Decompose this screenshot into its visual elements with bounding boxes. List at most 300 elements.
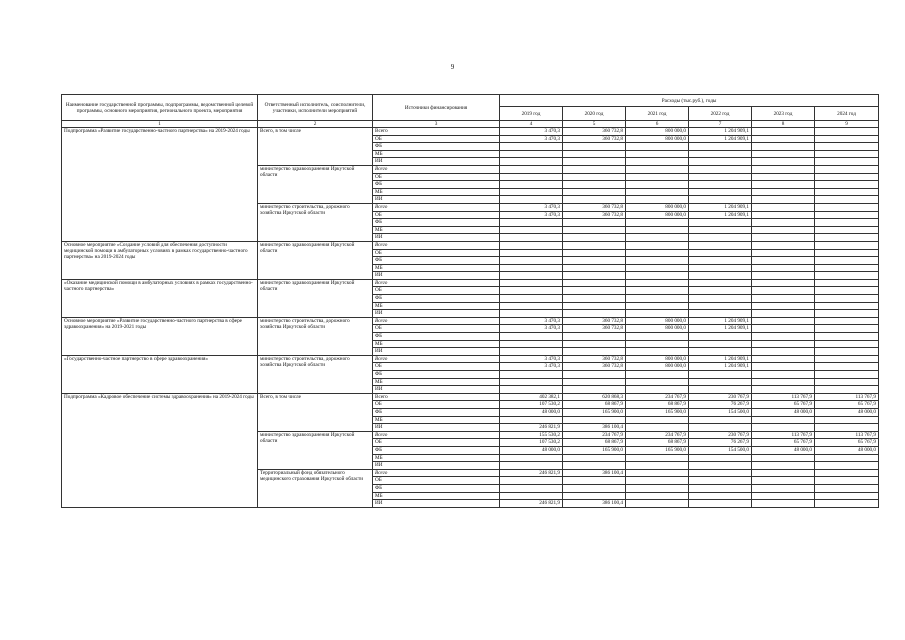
program-name: «Оказание медицинской помощи в амбулаторных условиях в рамках государственно-частного партнерства»: [62, 279, 258, 317]
amount-cell: [689, 287, 752, 295]
amount-cell: [689, 219, 752, 227]
amount-cell: [500, 287, 563, 295]
amount-cell: [563, 386, 626, 394]
amount-cell: 620 868,3: [563, 393, 626, 401]
amount-cell: [500, 477, 563, 485]
amount-cell: 800 000,0: [626, 135, 689, 143]
executor-name: министерство здравоохранения Иркутской области: [258, 431, 373, 469]
amount-cell: [563, 340, 626, 348]
amount-cell: [626, 165, 689, 173]
amount-cell: [500, 234, 563, 242]
amount-cell: 234 767,9: [626, 431, 689, 439]
column-number: 4: [500, 121, 563, 128]
amount-cell: 113 767,9: [752, 431, 815, 439]
amount-cell: [815, 158, 879, 166]
amount-cell: [626, 241, 689, 249]
amount-cell: [752, 416, 815, 424]
amount-cell: [500, 226, 563, 234]
funding-source: ФБ: [373, 219, 500, 227]
header-source: Источники финансирования: [373, 95, 500, 121]
funding-source: ИИ: [373, 500, 500, 508]
amount-cell: 800 000,0: [626, 317, 689, 325]
amount-cell: [752, 150, 815, 158]
amount-cell: 48 000,0: [752, 408, 815, 416]
amount-cell: [689, 500, 752, 508]
amount-cell: [626, 272, 689, 280]
amount-cell: [500, 158, 563, 166]
funding-source: ФБ: [373, 257, 500, 265]
amount-cell: [563, 249, 626, 257]
amount-cell: [500, 165, 563, 173]
funding-source: МБ: [373, 150, 500, 158]
table-row: [62, 393, 879, 401]
amount-cell: [752, 249, 815, 257]
amount-cell: [500, 241, 563, 249]
amount-cell: 800 000,0: [626, 128, 689, 136]
amount-cell: 48 000,0: [815, 446, 879, 454]
amount-cell: [815, 484, 879, 492]
funding-source: ФБ: [373, 333, 500, 341]
amount-cell: [752, 363, 815, 371]
amount-cell: [815, 135, 879, 143]
amount-cell: [752, 234, 815, 242]
header-year: 2022 год: [689, 107, 752, 121]
amount-cell: 1 204 909,1: [689, 135, 752, 143]
amount-cell: [500, 295, 563, 303]
amount-cell: [752, 188, 815, 196]
amount-cell: [563, 484, 626, 492]
program-name: Основное мероприятие «Создание условий для обеспечения доступности медицинской помощи в амбулаторных условиях в рамках государственно-частного партнерства» на 2019-2024 годы: [62, 241, 258, 279]
funding-source: ФБ: [373, 371, 500, 379]
amount-cell: 113 767,9: [752, 393, 815, 401]
amount-cell: [500, 173, 563, 181]
amount-cell: [563, 462, 626, 470]
amount-cell: 48 000,0: [815, 408, 879, 416]
funding-source: ИИ: [373, 158, 500, 166]
funding-source: ОБ: [373, 173, 500, 181]
amount-cell: 800 000,0: [626, 363, 689, 371]
amount-cell: 165 900,0: [563, 446, 626, 454]
amount-cell: [500, 219, 563, 227]
amount-cell: 402 382,1: [500, 393, 563, 401]
amount-cell: [752, 371, 815, 379]
amount-cell: 1 204 909,1: [689, 325, 752, 333]
amount-cell: [752, 348, 815, 356]
amount-cell: 1 204 909,1: [689, 203, 752, 211]
amount-cell: [626, 477, 689, 485]
amount-cell: 1 204 909,1: [689, 355, 752, 363]
funding-source: ОБ: [373, 325, 500, 333]
amount-cell: [815, 462, 879, 470]
amount-cell: [752, 454, 815, 462]
amount-cell: [626, 158, 689, 166]
amount-cell: 234 767,9: [563, 431, 626, 439]
amount-cell: [626, 219, 689, 227]
amount-cell: [563, 454, 626, 462]
amount-cell: [752, 333, 815, 341]
amount-cell: 234 767,9: [626, 393, 689, 401]
amount-cell: [626, 150, 689, 158]
amount-cell: [689, 173, 752, 181]
amount-cell: 3 470,3: [500, 363, 563, 371]
amount-cell: [500, 416, 563, 424]
amount-cell: [815, 302, 879, 310]
funding-source: ИИ: [373, 310, 500, 318]
amount-cell: [689, 249, 752, 257]
budget-table-body: [62, 128, 879, 508]
amount-cell: 3 470,3: [500, 325, 563, 333]
amount-cell: [815, 249, 879, 257]
table-row: [62, 355, 879, 363]
amount-cell: [689, 302, 752, 310]
header-expenses: Расходы (тыс.руб.), годы: [500, 95, 879, 107]
amount-cell: 76 267,9: [689, 401, 752, 409]
amount-cell: [752, 211, 815, 219]
amount-cell: 68 867,9: [626, 401, 689, 409]
amount-cell: 360 732,8: [563, 203, 626, 211]
amount-cell: [689, 333, 752, 341]
header-year: 2024 год: [815, 107, 879, 121]
funding-source: ИИ: [373, 272, 500, 280]
amount-cell: [689, 257, 752, 265]
amount-cell: [752, 492, 815, 500]
amount-cell: [752, 469, 815, 477]
amount-cell: [815, 143, 879, 151]
amount-cell: [815, 211, 879, 219]
amount-cell: 65 767,9: [815, 401, 879, 409]
funding-source: ОБ: [373, 287, 500, 295]
amount-cell: 48 000,0: [752, 446, 815, 454]
amount-cell: [815, 325, 879, 333]
amount-cell: 3 470,3: [500, 128, 563, 136]
amount-cell: [689, 386, 752, 394]
column-number: 8: [752, 121, 815, 128]
page-number: 9: [450, 63, 455, 71]
amount-cell: [689, 348, 752, 356]
amount-cell: 165 900,0: [626, 446, 689, 454]
funding-source: МБ: [373, 416, 500, 424]
funding-source: МБ: [373, 340, 500, 348]
amount-cell: [626, 302, 689, 310]
amount-cell: 3 470,3: [500, 211, 563, 219]
amount-cell: [563, 310, 626, 318]
amount-cell: [500, 249, 563, 257]
amount-cell: [815, 295, 879, 303]
amount-cell: [626, 196, 689, 204]
amount-cell: [815, 181, 879, 189]
header-year: 2023 год: [752, 107, 815, 121]
amount-cell: [626, 295, 689, 303]
funding-source: ФБ: [373, 143, 500, 151]
program-name: Подпрограмма «Развитие государственно-частного партнерства» на 2019-2024 годы: [62, 128, 258, 242]
funding-source: Всего: [373, 279, 500, 287]
amount-cell: 1 204 909,1: [689, 363, 752, 371]
program-name: «Государственно-частное партнерство в сфере здравоохранения»: [62, 355, 258, 393]
amount-cell: [815, 128, 879, 136]
amount-cell: [752, 378, 815, 386]
amount-cell: [815, 424, 879, 432]
amount-cell: [689, 158, 752, 166]
amount-cell: [626, 173, 689, 181]
amount-cell: [626, 386, 689, 394]
funding-source: ИИ: [373, 386, 500, 394]
amount-cell: [626, 469, 689, 477]
funding-source: МБ: [373, 454, 500, 462]
funding-source: Всего: [373, 203, 500, 211]
amount-cell: [815, 355, 879, 363]
amount-cell: [752, 143, 815, 151]
funding-source: МБ: [373, 492, 500, 500]
funding-source: ОБ: [373, 477, 500, 485]
amount-cell: [752, 386, 815, 394]
amount-cell: [500, 386, 563, 394]
amount-cell: [626, 287, 689, 295]
amount-cell: 800 000,0: [626, 211, 689, 219]
amount-cell: [815, 188, 879, 196]
amount-cell: [563, 279, 626, 287]
amount-cell: 246 821,9: [500, 424, 563, 432]
funding-source: МБ: [373, 226, 500, 234]
amount-cell: [626, 181, 689, 189]
amount-cell: [626, 234, 689, 242]
executor-name: Всего, в том числе: [258, 128, 373, 166]
amount-cell: 165 900,0: [563, 408, 626, 416]
amount-cell: [815, 469, 879, 477]
amount-cell: 107 530,2: [500, 439, 563, 447]
amount-cell: 3 470,3: [500, 355, 563, 363]
amount-cell: [815, 310, 879, 318]
amount-cell: [815, 264, 879, 272]
amount-cell: 68 867,9: [563, 439, 626, 447]
amount-cell: [752, 173, 815, 181]
amount-cell: [689, 150, 752, 158]
amount-cell: [815, 416, 879, 424]
amount-cell: [752, 219, 815, 227]
amount-cell: [563, 264, 626, 272]
amount-cell: [563, 234, 626, 242]
amount-cell: [752, 325, 815, 333]
amount-cell: [815, 173, 879, 181]
amount-cell: [626, 143, 689, 151]
amount-cell: 65 767,9: [815, 439, 879, 447]
executor-name: Территориальный фонд обязательного медицинского страхования Иркутской области: [258, 469, 373, 507]
amount-cell: [752, 310, 815, 318]
amount-cell: 3 470,3: [500, 203, 563, 211]
header-program: Наименование государственной программы, подпрограммы, ведомственной целевой программы, основного мероприятия, регионального проекта, мероприятия: [62, 95, 258, 121]
amount-cell: [689, 424, 752, 432]
amount-cell: [815, 196, 879, 204]
funding-source: Всего: [373, 165, 500, 173]
funding-source: Всего: [373, 431, 500, 439]
amount-cell: [626, 348, 689, 356]
amount-cell: [626, 249, 689, 257]
amount-cell: [752, 264, 815, 272]
amount-cell: 68 867,9: [563, 401, 626, 409]
amount-cell: [752, 196, 815, 204]
executor-name: министерство строительства, дорожного хозяйства Иркутской области: [258, 203, 373, 241]
amount-cell: [815, 492, 879, 500]
amount-cell: [752, 203, 815, 211]
amount-cell: [752, 241, 815, 249]
amount-cell: [752, 165, 815, 173]
amount-cell: [563, 226, 626, 234]
executor-name: министерство строительства, дорожного хозяйства Иркутской области: [258, 355, 373, 393]
executor-name: министерство строительства, дорожного хозяйства Иркутской области: [258, 317, 373, 355]
funding-source: ФБ: [373, 446, 500, 454]
amount-cell: [689, 492, 752, 500]
column-number: 3: [373, 121, 500, 128]
amount-cell: 154 500,0: [689, 446, 752, 454]
amount-cell: [563, 348, 626, 356]
amount-cell: [689, 477, 752, 485]
amount-cell: 386 100,4: [563, 424, 626, 432]
amount-cell: 360 732,8: [563, 355, 626, 363]
amount-cell: [689, 272, 752, 280]
amount-cell: [689, 165, 752, 173]
amount-cell: [626, 424, 689, 432]
amount-cell: [752, 424, 815, 432]
amount-cell: [626, 484, 689, 492]
funding-source: Всего: [373, 355, 500, 363]
amount-cell: [689, 295, 752, 303]
amount-cell: [563, 378, 626, 386]
amount-cell: [689, 264, 752, 272]
amount-cell: [500, 188, 563, 196]
budget-table: [61, 94, 879, 508]
amount-cell: [626, 378, 689, 386]
amount-cell: [626, 310, 689, 318]
amount-cell: [500, 454, 563, 462]
amount-cell: [563, 257, 626, 265]
amount-cell: [815, 165, 879, 173]
amount-cell: [815, 500, 879, 508]
amount-cell: [626, 492, 689, 500]
amount-cell: [752, 287, 815, 295]
amount-cell: [689, 279, 752, 287]
amount-cell: [815, 333, 879, 341]
executor-name: министерство здравоохранения Иркутской области: [258, 279, 373, 317]
amount-cell: [626, 264, 689, 272]
amount-cell: [815, 340, 879, 348]
amount-cell: 1 204 909,1: [689, 128, 752, 136]
amount-cell: 65 767,9: [752, 401, 815, 409]
amount-cell: [752, 257, 815, 265]
amount-cell: [626, 333, 689, 341]
amount-cell: [563, 150, 626, 158]
amount-cell: 360 732,8: [563, 128, 626, 136]
column-number: 7: [689, 121, 752, 128]
amount-cell: [500, 492, 563, 500]
amount-cell: 48 000,0: [500, 408, 563, 416]
header-executor: Ответственный исполнитель, соисполнители, участники, исполнители мероприятий: [258, 95, 373, 121]
amount-cell: [626, 226, 689, 234]
amount-cell: [815, 234, 879, 242]
amount-cell: [752, 226, 815, 234]
amount-cell: [689, 196, 752, 204]
amount-cell: 68 867,9: [626, 439, 689, 447]
amount-cell: [500, 333, 563, 341]
amount-cell: [815, 226, 879, 234]
amount-cell: [752, 484, 815, 492]
amount-cell: 360 732,8: [563, 211, 626, 219]
amount-cell: 360 732,8: [563, 317, 626, 325]
amount-cell: [626, 500, 689, 508]
amount-cell: [752, 317, 815, 325]
amount-cell: [626, 188, 689, 196]
funding-source: МБ: [373, 378, 500, 386]
amount-cell: [815, 219, 879, 227]
amount-cell: [815, 279, 879, 287]
amount-cell: 3 470,3: [500, 135, 563, 143]
amount-cell: [815, 371, 879, 379]
amount-cell: [752, 355, 815, 363]
amount-cell: 165 900,0: [626, 408, 689, 416]
funding-source: ОБ: [373, 363, 500, 371]
amount-cell: [500, 340, 563, 348]
funding-source: ИИ: [373, 348, 500, 356]
amount-cell: [689, 416, 752, 424]
amount-cell: [815, 272, 879, 280]
amount-cell: [815, 241, 879, 249]
amount-cell: 154 500,0: [689, 408, 752, 416]
amount-cell: [500, 462, 563, 470]
amount-cell: [626, 279, 689, 287]
amount-cell: 113 767,9: [815, 431, 879, 439]
header-year: 2019 год: [500, 107, 563, 121]
funding-source: ОБ: [373, 439, 500, 447]
amount-cell: [815, 287, 879, 295]
amount-cell: 3 470,3: [500, 317, 563, 325]
amount-cell: [563, 371, 626, 379]
amount-cell: [752, 302, 815, 310]
amount-cell: [689, 181, 752, 189]
funding-source: Всего: [373, 128, 500, 136]
amount-cell: 246 821,9: [500, 500, 563, 508]
amount-cell: 107 530,2: [500, 401, 563, 409]
header-year: 2020 год: [563, 107, 626, 121]
amount-cell: [626, 416, 689, 424]
amount-cell: [500, 484, 563, 492]
amount-cell: [626, 371, 689, 379]
amount-cell: [563, 416, 626, 424]
amount-cell: [500, 143, 563, 151]
amount-cell: [563, 173, 626, 181]
funding-source: ИИ: [373, 424, 500, 432]
amount-cell: [626, 462, 689, 470]
amount-cell: [626, 257, 689, 265]
program-name: Основное мероприятие «Развитие государственно-частного партнерства в сфере здравоохранения» на 2019-2021 годы: [62, 317, 258, 355]
amount-cell: [689, 143, 752, 151]
executor-name: министерство здравоохранения Иркутской области: [258, 241, 373, 279]
funding-source: ФБ: [373, 484, 500, 492]
funding-source: Всего: [373, 469, 500, 477]
funding-source: Всего: [373, 241, 500, 249]
amount-cell: [563, 302, 626, 310]
amount-cell: [626, 340, 689, 348]
amount-cell: [752, 462, 815, 470]
column-number: 2: [258, 121, 373, 128]
amount-cell: [500, 257, 563, 265]
amount-cell: [815, 150, 879, 158]
amount-cell: [563, 295, 626, 303]
table-row: [62, 317, 879, 325]
amount-cell: [689, 484, 752, 492]
funding-source: МБ: [373, 264, 500, 272]
amount-cell: [563, 188, 626, 196]
amount-cell: [752, 295, 815, 303]
amount-cell: [752, 279, 815, 287]
funding-source: Всего: [373, 393, 500, 401]
